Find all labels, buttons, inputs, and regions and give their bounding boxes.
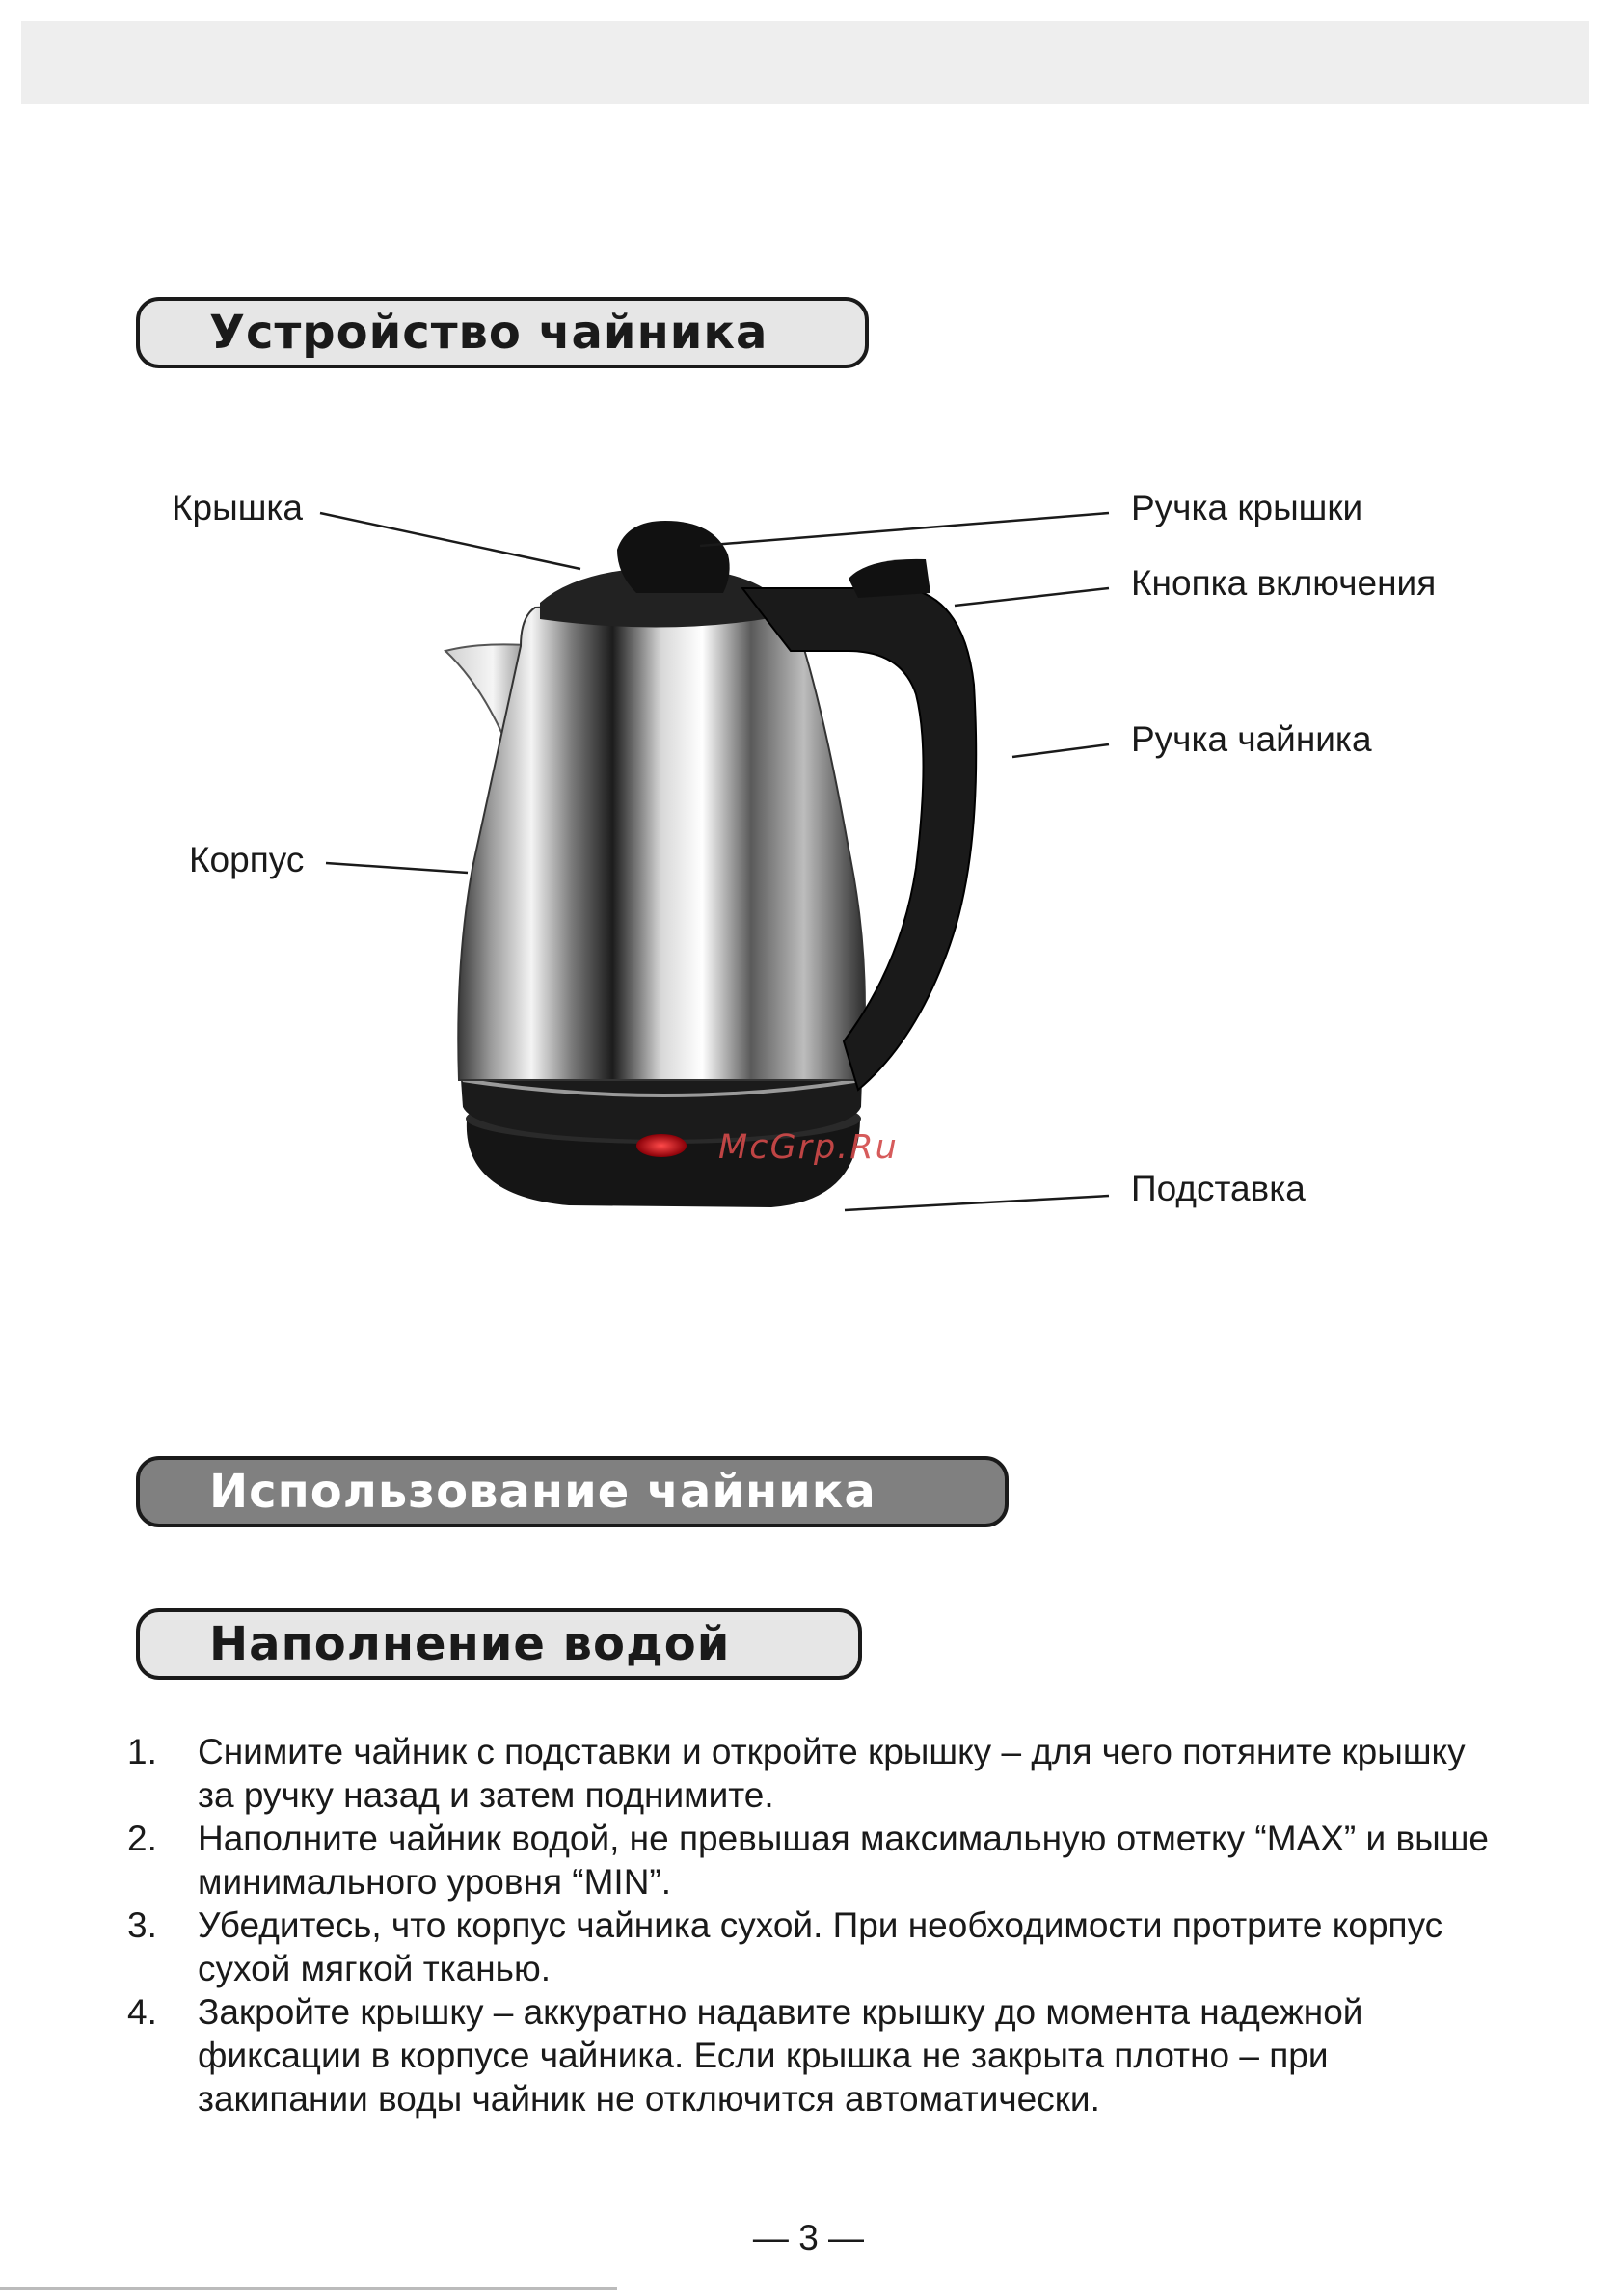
step-text: Закройте крышку – аккуратно надавите крышку до момента надежной фиксации в корпусе чайника. Если крышка не закрыта плотно – при закипании воды чайник не отключится автоматически. — [198, 1992, 1363, 2119]
label-lid-handle: Ручка крышки — [1131, 488, 1363, 527]
label-power-button: Кнопка включения — [1131, 563, 1437, 603]
page-number: — 3 — — [752, 2218, 865, 2257]
kettle-body — [458, 598, 865, 1080]
step-text: Наполните чайник водой, не превышая максимальную отметку “MAX” и выше минимального уровня “MIN”. — [198, 1819, 1489, 1902]
filling-steps-list — [127, 1730, 1496, 2120]
power-indicator — [636, 1134, 687, 1157]
step-number: 3. — [127, 1905, 157, 1945]
top-band — [21, 21, 1589, 104]
section-title-filling: Наполнение водой — [136, 1608, 862, 1680]
step-text: Убедитесь, что корпус чайника сухой. При необходимости протрите корпус сухой мягкой тканью. — [198, 1905, 1443, 1988]
bottom-rule — [0, 2287, 617, 2290]
label-lid: Крышка — [172, 488, 303, 527]
step-text: Снимите чайник с подставки и откройте крышку – для чего потяните крышку за ручку назад и затем поднимите. — [198, 1732, 1466, 1815]
label-body: Корпус — [189, 840, 305, 879]
list-item — [127, 1990, 1496, 2120]
section-title-usage: Использование чайника — [136, 1456, 1009, 1527]
step-number: 4. — [127, 1992, 157, 2032]
section-title-device: Устройство чайника — [136, 297, 869, 368]
label-base: Подставка — [1131, 1169, 1306, 1208]
step-number: 1. — [127, 1732, 157, 1771]
step-number: 2. — [127, 1819, 157, 1858]
label-kettle-handle: Ручка чайника — [1131, 719, 1372, 759]
list-item — [127, 1730, 1496, 1817]
list-item — [127, 1904, 1496, 1990]
watermark: McGrp.Ru — [718, 1128, 899, 1167]
list-item — [127, 1817, 1496, 1904]
